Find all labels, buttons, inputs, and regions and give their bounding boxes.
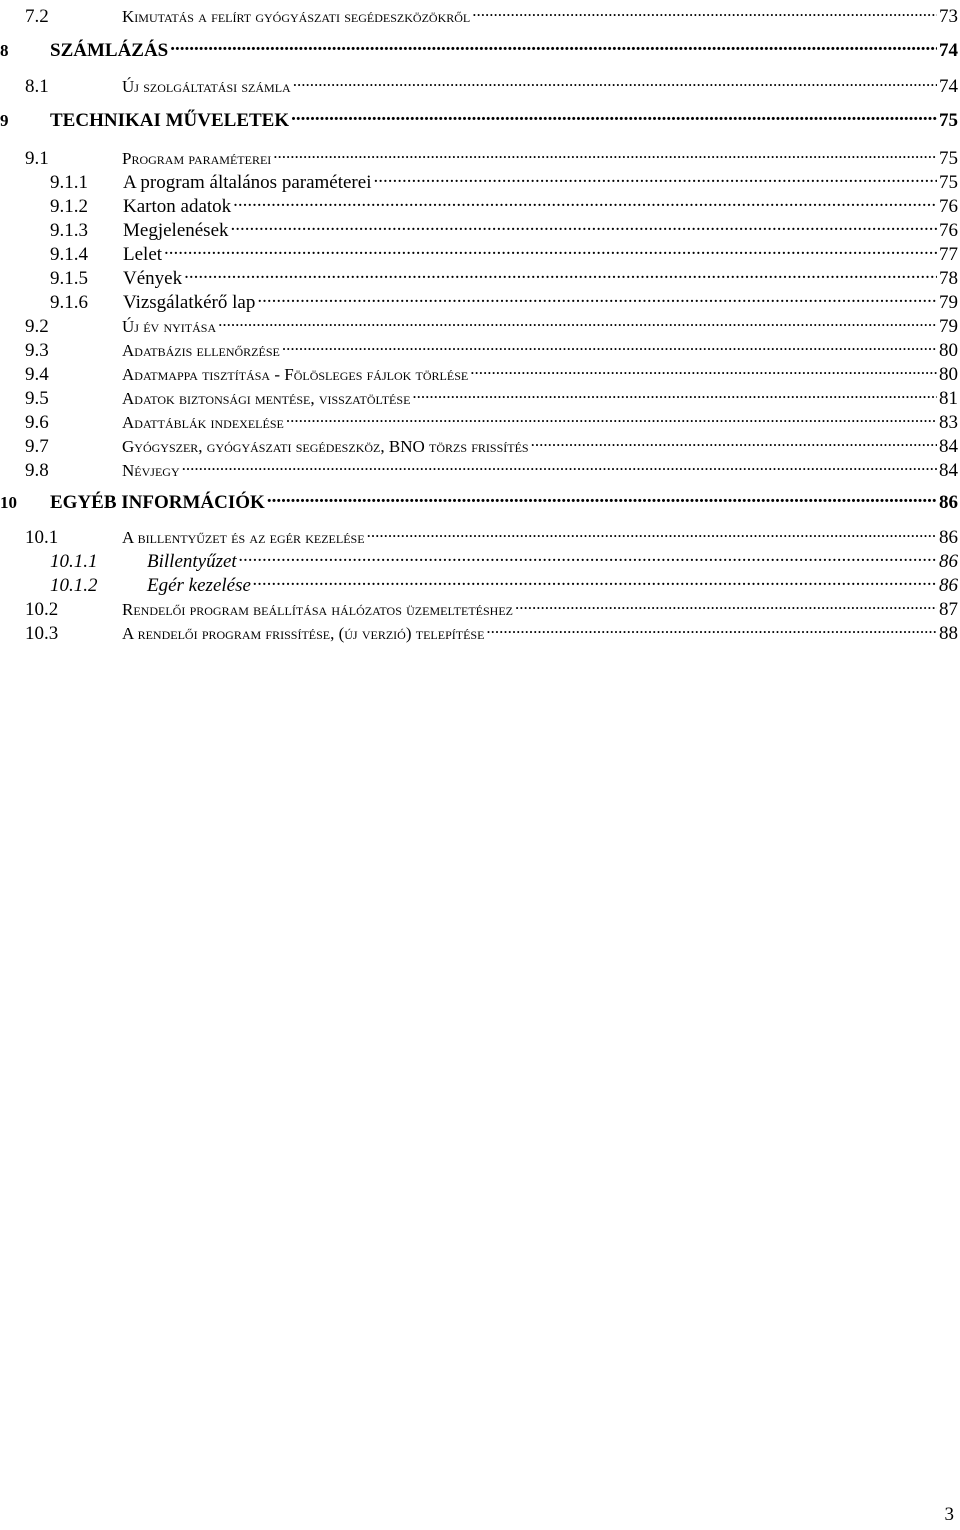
toc-entry-title: Adattáblák indexelése: [122, 413, 284, 432]
toc-entry-number: 9.7: [25, 436, 49, 457]
toc-leader: [267, 486, 937, 508]
toc-entry-page: 84: [939, 460, 958, 481]
toc-entry-page: 84: [939, 436, 958, 457]
toc-entry-page: 74: [939, 40, 958, 61]
toc-entry-title: Új év nyitása: [122, 317, 217, 336]
toc-entry-page: 81: [939, 388, 958, 409]
toc-entry-title: Program paraméterei: [122, 149, 272, 168]
toc-entry-number: 9.1.3: [50, 220, 88, 241]
toc-entry-page: 75: [939, 148, 958, 169]
toc-entry-page: 78: [939, 268, 958, 289]
toc-entry-title: A rendelői program frissítése, (új verzió) telepítése: [122, 624, 485, 643]
toc-leader: [170, 34, 937, 56]
toc-leader: [367, 521, 937, 543]
toc-entry-title: Új szolgáltatási számla: [122, 77, 291, 96]
toc-entry-page: 88: [939, 623, 958, 644]
toc-entry-page: 86: [939, 551, 958, 572]
toc-entry-number: 8: [0, 41, 9, 60]
toc-entry-page: 87: [939, 599, 958, 620]
toc-leader: [218, 310, 937, 332]
toc-leader: [470, 358, 937, 380]
toc-entry[interactable]: [0, 545, 958, 572]
toc-leader: [257, 286, 937, 308]
toc-entry-page: 76: [939, 220, 958, 241]
toc-entry[interactable]: [0, 214, 958, 241]
toc-entry-page: 76: [939, 196, 958, 217]
toc-entry[interactable]: [0, 334, 958, 361]
toc-entry-page: 73: [939, 6, 958, 27]
toc-entry-page: 83: [939, 412, 958, 433]
toc-entry-title: A billentyűzet és az egér kezelése: [122, 528, 365, 547]
toc-entry-number: 9.1.5: [50, 268, 88, 289]
page-number: 3: [944, 1504, 954, 1525]
toc-entry[interactable]: [0, 104, 958, 131]
toc-entry[interactable]: [0, 142, 958, 169]
toc-entry-number: 9.1: [25, 148, 49, 169]
toc-leader: [282, 334, 937, 356]
toc-entry-page: 86: [939, 492, 958, 513]
toc-entry-number: 7.2: [25, 6, 49, 27]
toc-entry[interactable]: [0, 238, 958, 265]
toc-entry-page: 75: [939, 110, 958, 131]
toc-entry[interactable]: [0, 286, 958, 313]
toc-entry-title: Rendelői program beállítása hálózatos üzemeltetéshez: [122, 600, 513, 619]
toc-entry-number: 9.6: [25, 412, 49, 433]
toc-entry-title: Egér kezelése: [147, 575, 251, 596]
toc-entry-page: 79: [939, 292, 958, 313]
toc-entry-number: 9.1.2: [50, 196, 88, 217]
toc-entry-page: 86: [939, 527, 958, 548]
toc-entry-title: Vizsgálatkérő lap: [123, 292, 256, 313]
toc-entry-number: 9.8: [25, 460, 49, 481]
toc-entry[interactable]: [0, 0, 958, 27]
toc-entry-number: 9.1.1: [50, 172, 88, 193]
toc-entry[interactable]: [0, 617, 958, 644]
toc-entry[interactable]: [0, 486, 958, 513]
toc-entry-number: 9.1.6: [50, 292, 88, 313]
toc-entry-title: Adatok biztonsági mentése, visszatöltése: [122, 389, 411, 408]
toc-leader: [233, 190, 937, 212]
toc-entry-number: 8.1: [25, 76, 49, 97]
toc-entry-number: 9.2: [25, 316, 49, 337]
toc-entry-title: Vények: [123, 268, 183, 289]
toc-entry-number: 9: [0, 111, 9, 130]
toc-leader: [253, 569, 937, 591]
toc-entry-title: EGYÉB INFORMÁCIÓK: [50, 492, 265, 513]
toc-leader: [231, 214, 937, 236]
toc-entry-number: 9.3: [25, 340, 49, 361]
toc-entry-number: 10.2: [25, 599, 59, 620]
toc-entry[interactable]: [0, 593, 958, 620]
toc-leader: [182, 454, 937, 476]
toc-entry-number: 10.1: [25, 527, 59, 548]
toc-entry-number: 9.1.4: [50, 244, 88, 265]
toc-entry-page: 80: [939, 340, 958, 361]
toc-leader: [531, 430, 937, 452]
toc-entry-title: Megjelenések: [123, 220, 229, 241]
toc-entry-number: 10.1.1: [50, 551, 98, 572]
toc-entry[interactable]: [0, 569, 958, 596]
toc-entry[interactable]: [0, 166, 958, 193]
toc-leader: [472, 0, 937, 22]
toc-entry[interactable]: [0, 262, 958, 289]
toc-entry-page: 74: [939, 76, 958, 97]
toc-entry[interactable]: [0, 521, 958, 548]
toc-entry[interactable]: [0, 382, 958, 409]
toc-entry-number: 10.3: [25, 623, 59, 644]
toc-leader: [291, 104, 937, 126]
toc-entry-number: 10.1.2: [50, 575, 98, 596]
toc-entry[interactable]: [0, 454, 958, 481]
toc-entry-page: 79: [939, 316, 958, 337]
toc-entry-title: Lelet: [123, 244, 163, 265]
toc-leader: [515, 593, 937, 615]
toc-entry[interactable]: [0, 406, 958, 433]
toc-entry-page: 77: [939, 244, 958, 265]
toc-leader: [486, 617, 937, 639]
toc-entry[interactable]: [0, 310, 958, 337]
toc-leader: [239, 545, 937, 567]
toc-entry-title: A program általános paraméterei: [123, 172, 372, 193]
toc-leader: [293, 70, 937, 92]
toc-entry-title: Kimutatás a felírt gyógyászati segédeszközökről: [122, 7, 471, 26]
toc-entry-title: Névjegy: [122, 461, 180, 480]
toc-entry-title: Billentyűzet: [147, 551, 237, 572]
toc-entry-page: 80: [939, 364, 958, 385]
toc-entry-title: SZÁMLÁZÁS: [50, 40, 169, 61]
toc-leader: [184, 262, 937, 284]
toc-entry[interactable]: [0, 70, 958, 97]
toc-entry-number: 9.4: [25, 364, 49, 385]
toc-entry-title: Adatmappa tisztítása - Fölösleges fájlok törlése: [122, 365, 469, 384]
toc-entry[interactable]: [0, 34, 958, 61]
toc-entry[interactable]: [0, 430, 958, 457]
toc-leader: [286, 406, 937, 428]
toc-entry-title: Gyógyszer, gyógyászati segédeszköz, BNO törzs frissítés: [122, 437, 529, 456]
toc-entry[interactable]: [0, 190, 958, 217]
toc-entry[interactable]: [0, 358, 958, 385]
toc-entry-title: Karton adatok: [123, 196, 232, 217]
toc-leader: [164, 238, 937, 260]
toc-leader: [273, 142, 937, 164]
toc-entry-number: 9.5: [25, 388, 49, 409]
toc-leader: [412, 382, 937, 404]
toc-entry-title: TECHNIKAI MŰVELETEK: [50, 110, 290, 131]
toc-entry-page: 86: [939, 575, 958, 596]
toc-entry-page: 75: [939, 172, 958, 193]
toc-entry-title: Adatbázis ellenőrzése: [122, 341, 280, 360]
toc-entry-number: 10: [0, 493, 17, 512]
toc-leader: [373, 166, 937, 188]
